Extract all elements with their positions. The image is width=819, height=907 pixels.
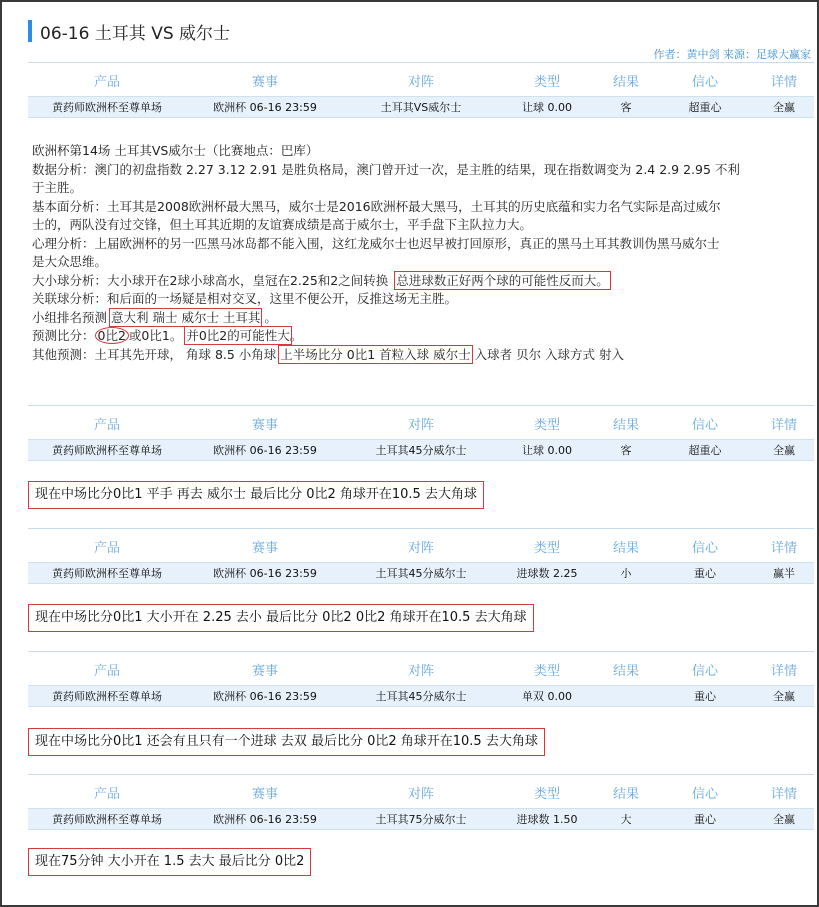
cell-result: 大: [620, 813, 632, 826]
title-accent-bar: [28, 20, 32, 42]
col-product: 产品: [93, 74, 120, 90]
col-confidence: 信心: [691, 417, 718, 433]
cell-result: 客: [620, 101, 632, 114]
col-result: 结果: [612, 540, 639, 556]
table-header: [28, 67, 814, 93]
cell-detail[interactable]: 全赢: [773, 813, 795, 826]
col-match: 对阵: [407, 417, 434, 433]
section-divider: [28, 651, 814, 652]
col-confidence: 信心: [691, 663, 718, 679]
group-end: 。: [264, 309, 277, 325]
page-title-bar: [28, 20, 230, 42]
analysis-line-psych-2: 是大众思维。: [32, 254, 108, 269]
cell-result: 客: [620, 444, 632, 457]
col-type: 类型: [533, 540, 560, 556]
group-label: 小组排名预测: [32, 309, 108, 325]
section-divider: [28, 528, 814, 529]
col-detail: 详情: [770, 663, 797, 679]
analysis-line-score: [32, 327, 812, 346]
cell-confidence: 重心: [694, 813, 716, 826]
cell-event: 欧洲杯 06-16 23:59: [213, 690, 317, 703]
cell-confidence: 超重心: [688, 101, 722, 114]
col-event: 赛事: [251, 663, 278, 679]
update-note: 现在中场比分0比1 平手 再去 威尔士 最后比分 0比2 角球开在10.5 去大角球: [28, 481, 484, 509]
score-label: 预测比分：: [32, 328, 95, 343]
score-alt: 或0比1: [128, 328, 170, 343]
analysis-line-data-2: 于主胜。: [32, 180, 83, 195]
cell-match: 土耳其45分威尔士: [375, 690, 467, 703]
table-row[interactable]: [28, 439, 814, 461]
analysis-line-data-1: 数据分析：澳门的初盘指数 2.27 3.12 2.91 是胜负格局，澳门曾开过一次，是主胜的结果，现在指数调变为 2.4 2.9 2.95 不利: [32, 161, 740, 177]
cell-match: 土耳其45分威尔士: [375, 567, 467, 580]
table-row[interactable]: [28, 96, 814, 118]
col-product: 产品: [93, 540, 120, 556]
other-tail: 入球者 贝尔 入球方式 射入: [474, 346, 625, 362]
col-match: 对阵: [407, 540, 434, 556]
table-header: [28, 410, 814, 436]
col-product: 产品: [93, 417, 120, 433]
col-detail: 详情: [770, 74, 797, 90]
col-confidence: 信心: [691, 540, 718, 556]
cell-type: 让球 0.00: [522, 444, 572, 457]
table-header: [28, 533, 814, 559]
section-divider: [28, 405, 814, 406]
score-sep: 。: [169, 328, 183, 343]
col-product: 产品: [93, 786, 120, 802]
group-highlight: 意大利 瑞士 威尔士 土耳其: [111, 309, 261, 325]
cell-type: 让球 0.00: [522, 101, 572, 114]
ou-text: 大小球分析：大小球开在2球小球高水，皇冠在2.25和2之间转换: [32, 272, 389, 288]
col-type: 类型: [533, 74, 560, 90]
cell-match: 土耳其VS威尔士: [380, 101, 462, 114]
author-source[interactable]: 作者：黄中剑 来源：足球大赢家: [653, 48, 811, 61]
col-event: 赛事: [251, 786, 278, 802]
cell-product: 黄药师欧洲杯至尊单场: [52, 101, 162, 114]
table-row[interactable]: [28, 562, 814, 584]
cell-event: 欧洲杯 06-16 23:59: [213, 813, 317, 826]
col-event: 赛事: [251, 74, 278, 90]
other-text: 其他预测：土耳其先开球， 角球 8.5 小角球: [32, 346, 277, 362]
col-confidence: 信心: [691, 74, 718, 90]
cell-type: 进球数 2.25: [516, 567, 578, 580]
page-title: 06-16 土耳其 VS 威尔士: [40, 23, 231, 44]
cell-detail[interactable]: 全赢: [773, 101, 795, 114]
analysis-line-related: 关联球分析：和后面的一场疑是相对交叉，这里不便公开，反推这场无主胜。: [32, 291, 458, 306]
cell-detail[interactable]: 全赢: [773, 690, 795, 703]
cell-confidence: 重心: [694, 567, 716, 580]
cell-match: 土耳其75分威尔士: [375, 813, 467, 826]
cell-product: 黄药师欧洲杯至尊单场: [52, 690, 162, 703]
analysis-line-other: [32, 346, 812, 365]
col-result: 结果: [612, 786, 639, 802]
cell-product: 黄药师欧洲杯至尊单场: [52, 567, 162, 580]
analysis-text: [32, 142, 812, 364]
cell-match: 土耳其45分威尔士: [375, 444, 467, 457]
cell-confidence: 重心: [694, 690, 716, 703]
col-match: 对阵: [407, 663, 434, 679]
cell-event: 欧洲杯 06-16 23:59: [213, 101, 317, 114]
cell-product: 黄药师欧洲杯至尊单场: [52, 444, 162, 457]
update-note: 现在中场比分0比1 还会有且只有一个进球 去双 最后比分 0比2 角球开在10.5 去大角球: [28, 728, 545, 756]
table-row[interactable]: [28, 685, 814, 707]
col-result: 结果: [612, 663, 639, 679]
col-detail: 详情: [770, 417, 797, 433]
col-product: 产品: [93, 663, 120, 679]
table-header: [28, 656, 814, 682]
cell-event: 欧洲杯 06-16 23:59: [213, 444, 317, 457]
cell-detail[interactable]: 全赢: [773, 444, 795, 457]
analysis-line-match: 欧洲杯第14场 土耳其VS威尔士（比赛地点：巴库）: [32, 143, 319, 158]
col-event: 赛事: [251, 417, 278, 433]
analysis-line-over-under: [32, 272, 812, 291]
update-note: 现在中场比分0比1 大小开在 2.25 去小 最后比分 0比2 0比2 角球开在10.5 去大角球: [28, 604, 534, 632]
cell-event: 欧洲杯 06-16 23:59: [213, 567, 317, 580]
col-result: 结果: [612, 74, 639, 90]
col-confidence: 信心: [691, 786, 718, 802]
col-event: 赛事: [251, 540, 278, 556]
score-circled: 0比2: [95, 327, 129, 344]
analysis-line-psych-1: 心理分析：上届欧洲杯的另一匹黑马冰岛都不能入围，这红龙威尔士也迟早被打回原形，真正的黑马土耳其教训伪黑马威尔士: [32, 235, 720, 251]
col-match: 对阵: [407, 74, 434, 90]
update-note: 现在75分钟 大小开在 1.5 去大 最后比分 0比2: [28, 848, 311, 876]
table-header: [28, 779, 814, 805]
cell-result: 小: [620, 567, 632, 580]
col-result: 结果: [612, 417, 639, 433]
score-highlight: 并0比2的可能性大: [186, 328, 290, 343]
cell-confidence: 超重心: [688, 444, 722, 457]
cell-type: 进球数 1.50: [516, 813, 578, 826]
analysis-line-group: [32, 309, 812, 328]
cell-product: 黄药师欧洲杯至尊单场: [52, 813, 162, 826]
col-match: 对阵: [407, 786, 434, 802]
analysis-line-basic-2: 士的，两队没有过交锋，但土耳其近期的友谊赛成绩是高于威尔士，平手盘下主队拉力大。: [32, 217, 533, 232]
table-row[interactable]: [28, 808, 814, 830]
cell-type: 单双 0.00: [522, 690, 572, 703]
col-type: 类型: [533, 663, 560, 679]
col-type: 类型: [533, 786, 560, 802]
cell-detail[interactable]: 赢半: [773, 567, 795, 580]
ou-highlight: 总进球数正好两个球的可能性反而大。: [396, 272, 609, 288]
score-end: 。: [289, 328, 303, 343]
other-highlight: 上半场比分 0比1 首粒入球 威尔士: [280, 346, 471, 362]
col-detail: 详情: [770, 786, 797, 802]
analysis-line-basic-1: 基本面分析：土耳其是2008欧洲杯最大黑马，威尔士是2016欧洲杯最大黑马，土耳其的历史底蕴和实力名气实际是高过威尔: [32, 198, 721, 214]
col-type: 类型: [533, 417, 560, 433]
col-detail: 详情: [770, 540, 797, 556]
header-divider: [28, 62, 814, 63]
section-divider: [28, 774, 814, 775]
